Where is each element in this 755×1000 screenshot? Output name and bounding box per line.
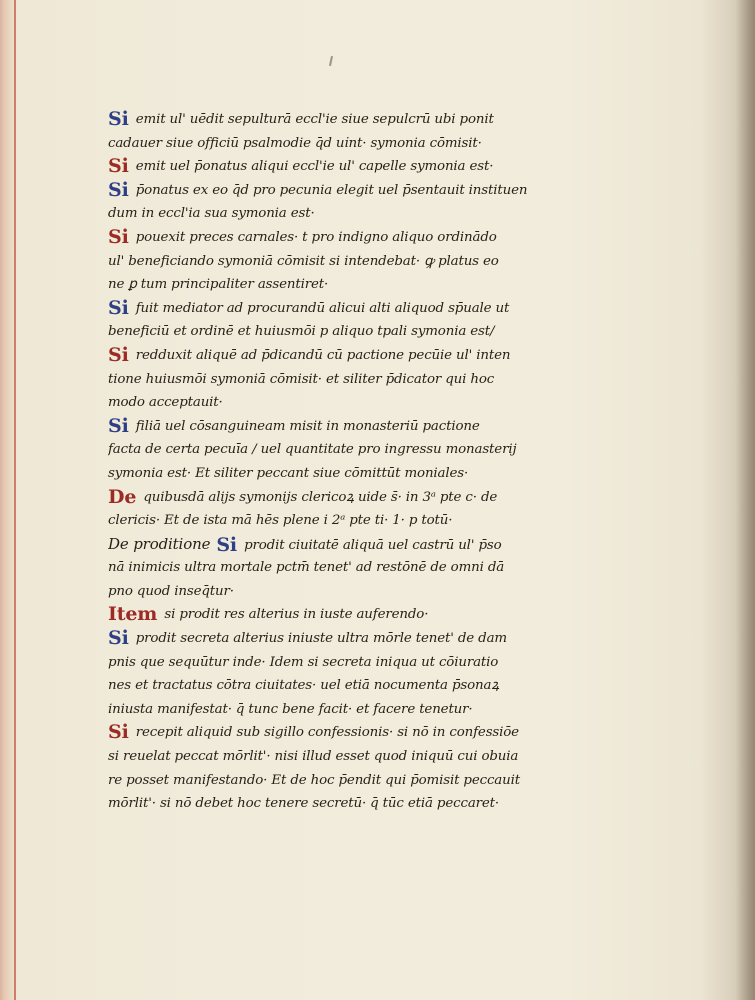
line-text: si prodit res alterius in iuste auferendo· bbox=[160, 607, 429, 623]
line-text: prodit ciuitatē aliquā uel castrū ul' p̄so bbox=[239, 537, 502, 553]
manuscript-line bbox=[108, 344, 648, 368]
line-text: modo acceptauit· bbox=[108, 395, 223, 411]
manuscript-line bbox=[108, 320, 648, 344]
manuscript-line bbox=[108, 202, 648, 226]
line-text: ul' beneficiando symoniā cōmisit si intendebat· ꝙ platus eo bbox=[108, 253, 499, 269]
red-margin-rule bbox=[14, 0, 16, 1000]
manuscript-line bbox=[108, 792, 648, 816]
manuscript-line bbox=[108, 391, 648, 415]
line-text: emit ul' uēdit sepulturā eccl'ie siue sepulcrū ubi ponit bbox=[131, 112, 494, 127]
line-text: fuit mediator ad procurandū alicui alti aliquod sp̄uale ut bbox=[131, 300, 510, 316]
manuscript-line bbox=[108, 580, 648, 604]
illuminated-initial: Si bbox=[108, 627, 129, 650]
illuminated-initial: Si bbox=[108, 155, 129, 178]
illuminated-initial: Si bbox=[108, 296, 129, 319]
illuminated-initial: Si bbox=[108, 108, 129, 130]
manuscript-line bbox=[108, 603, 648, 627]
manuscript-line bbox=[108, 462, 648, 486]
manuscript-line bbox=[108, 721, 648, 745]
line-text: quibusdā alijs symonijs clericoꝝ uide s̄· in 3ᵃ pte c· de bbox=[139, 489, 498, 505]
manuscript-line bbox=[108, 745, 648, 769]
manuscript-line bbox=[108, 533, 648, 557]
manuscript-line bbox=[108, 179, 648, 203]
illuminated-initial: Si bbox=[216, 533, 237, 556]
manuscript-line bbox=[108, 698, 648, 722]
manuscript-line bbox=[108, 438, 648, 462]
manuscript-line bbox=[108, 368, 648, 392]
manuscript-line bbox=[108, 627, 648, 651]
manuscript-line bbox=[108, 250, 648, 274]
illuminated-initial: De bbox=[108, 485, 137, 508]
manuscript-line bbox=[108, 273, 648, 297]
line-text: dum in eccl'ia sua symonia est· bbox=[108, 206, 315, 222]
illuminated-initial: Si bbox=[108, 178, 129, 201]
line-text: p̄onatus ex eo q̄d pro pecunia elegit uel p̄sentauit instituen bbox=[131, 182, 528, 198]
line-text: pno quod inseq̄tur· bbox=[108, 583, 234, 599]
line-text: pnis que sequūtur inde· Idem si secreta iniqua ut cōiuratio bbox=[108, 654, 499, 670]
illuminated-initial: Si bbox=[108, 343, 129, 366]
manuscript-line bbox=[108, 297, 648, 321]
illuminated-initial: Si bbox=[108, 721, 129, 744]
line-text: symonia est· Et siliter peccant siue cōmittūt moniales· bbox=[108, 465, 469, 481]
line-text: nā inimicis ultra mortale pctm̄ tenet' ad restōnē de omni dā bbox=[108, 560, 505, 576]
gutter-shadow bbox=[735, 0, 755, 1000]
line-text: recepit aliquid sub sigillo confessionis· si nō in confessiōe bbox=[131, 725, 519, 741]
line-text: cadauer siue officiū psalmodie q̄d ui̇nt· symonia cōmisit· bbox=[108, 135, 482, 151]
line-text: facta de certa pecuīa / uel quantitate pro ingressu monasterij bbox=[108, 442, 517, 458]
line-text: nes et tractatus cōtra ciuitates· uel etiā nocumenta p̄sonaꝝ bbox=[108, 678, 499, 694]
line-text: pouexit preces carnales· t pro indigno aliquo ordinādo bbox=[131, 229, 497, 245]
line-text: clericis· Et de ista mā hēs plene i 2ᵃ pte ti· 1· p totū· bbox=[108, 513, 453, 529]
manuscript-line bbox=[108, 509, 648, 533]
illuminated-initial: Si bbox=[108, 414, 129, 437]
manuscript-line bbox=[108, 556, 648, 580]
manuscript-line bbox=[108, 415, 648, 439]
manuscript-line bbox=[108, 486, 648, 510]
line-text: re posset manifestando· Et de hoc p̄endit qui p̄omisit peccauit bbox=[108, 772, 520, 788]
line-text: mōrlit'· si nō debet hoc tenere secretū· q̄ tūc etiā peccaret· bbox=[108, 796, 500, 812]
line-text: redduxit aliquē ad p̄dicandū cū pactione pecūie ul' inten bbox=[131, 347, 511, 363]
illuminated-initial: Item bbox=[108, 603, 158, 626]
line-text: tione huiusmōi symoniā cōmisit· et siliter p̄dicator qui hoc bbox=[108, 371, 495, 387]
line-text: filiā uel cōsanguineam misit in monasteriū pactione bbox=[131, 418, 480, 434]
text-block bbox=[108, 108, 648, 816]
manuscript-line bbox=[108, 651, 648, 675]
manuscript-line bbox=[108, 155, 648, 179]
folio-mark bbox=[329, 56, 333, 66]
manuscript-line bbox=[108, 132, 648, 156]
manuscript-line bbox=[108, 226, 648, 250]
manuscript-line bbox=[108, 108, 648, 132]
line-text: si reuelat peccat mōrlit'· nisi illud esset quod iniquū cui obuia bbox=[108, 749, 519, 765]
line-text: prodit secreta alterius iniuste ultra mōrle tenet' de dam bbox=[131, 631, 507, 647]
manuscript-line bbox=[108, 769, 648, 793]
line-text: beneficiū et ordinē et huiusmōi p aliquo tpali symonia est/ bbox=[108, 324, 495, 340]
line-text: iniusta manifestat· q̄ tunc bene facit· et facere tenetur· bbox=[108, 701, 473, 717]
line-text: emit uel p̄onatus aliqui eccl'ie ul' capelle symonia est· bbox=[131, 159, 494, 175]
line-text: ne ꝑ tum principaliter assentiret· bbox=[108, 277, 329, 293]
manuscript-line bbox=[108, 674, 648, 698]
rubric-heading: De proditione bbox=[108, 534, 211, 553]
illuminated-initial: Si bbox=[108, 225, 129, 248]
